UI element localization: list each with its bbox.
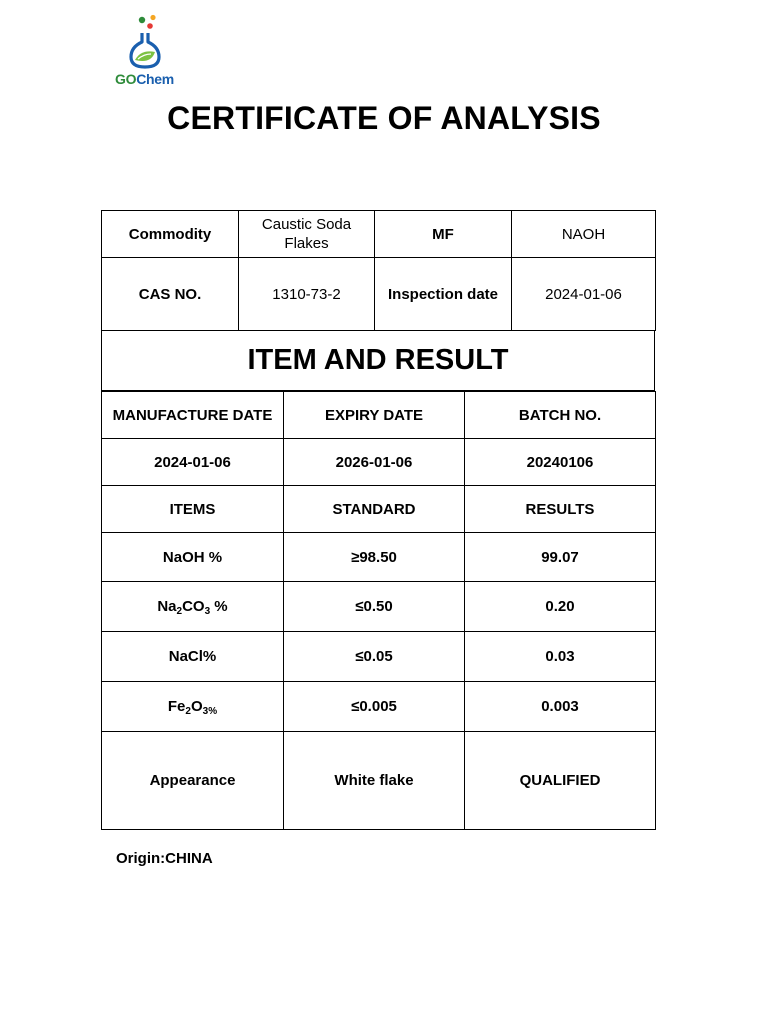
- section-title: ITEM AND RESULT: [101, 331, 655, 391]
- company-logo: [104, 14, 188, 88]
- item-result: 99.07: [465, 533, 656, 582]
- item-name: $Fe_2O_{3\%}$: [102, 682, 284, 732]
- table-row: [102, 732, 656, 830]
- item-result: 0.003: [465, 682, 656, 732]
- commodity-value: Caustic Soda Flakes: [239, 211, 375, 258]
- item-name: Appearance: [102, 732, 284, 830]
- table-row: [102, 582, 656, 632]
- logo-wordmark: GOChem: [115, 71, 174, 87]
- item-result: 0.03: [465, 632, 656, 682]
- item-name: NaOH %: [102, 533, 284, 582]
- flask-icon: [126, 14, 166, 70]
- item-name: $Na_2CO_3$ %: [102, 582, 284, 632]
- mf-label: MF: [375, 211, 512, 258]
- mf-value: NAOH: [512, 211, 656, 258]
- expiry-date-header: EXPIRY DATE: [284, 392, 465, 439]
- inspection-date-label: Inspection date: [375, 258, 512, 331]
- results-header: RESULTS: [465, 486, 656, 533]
- batch-no-value: 20240106: [465, 439, 656, 486]
- batch-header-row: [102, 392, 656, 439]
- manufacture-date-value: 2024-01-06: [102, 439, 284, 486]
- manufacture-date-header: MANUFACTURE DATE: [102, 392, 284, 439]
- results-table: [101, 391, 656, 830]
- standard-header: STANDARD: [284, 486, 465, 533]
- item-result: 0.20: [465, 582, 656, 632]
- item-standard: ≤0.05: [284, 632, 465, 682]
- batch-no-header: BATCH NO.: [465, 392, 656, 439]
- item-name: NaCl%: [102, 632, 284, 682]
- item-standard: ≥98.50: [284, 533, 465, 582]
- expiry-date-value: 2026-01-06: [284, 439, 465, 486]
- item-standard: ≤0.005: [284, 682, 465, 732]
- cas-value: 1310-73-2: [239, 258, 375, 331]
- origin-text: Origin:CHINA: [116, 850, 213, 867]
- table-row: [102, 682, 656, 732]
- document-title: CERTIFICATE OF ANALYSIS: [167, 100, 601, 136]
- product-info-table: [101, 210, 656, 331]
- items-header: ITEMS: [102, 486, 284, 533]
- item-standard: White flake: [284, 732, 465, 830]
- results-header-row: [102, 486, 656, 533]
- item-result: QUALIFIED: [465, 732, 656, 830]
- table-row: [102, 533, 656, 582]
- item-standard: ≤0.50: [284, 582, 465, 632]
- table-row: [102, 632, 656, 682]
- batch-value-row: [102, 439, 656, 486]
- inspection-date-value: 2024-01-06: [512, 258, 656, 331]
- cas-label: CAS NO.: [102, 258, 239, 331]
- commodity-label: Commodity: [102, 211, 239, 258]
